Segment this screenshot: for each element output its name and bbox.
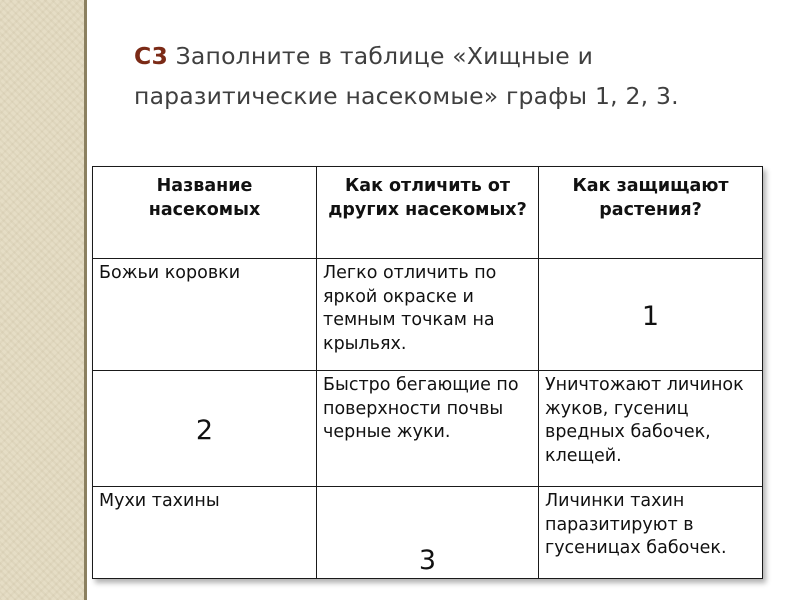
blank-cell-number: 1 <box>539 259 763 371</box>
header-how-to-distinguish: Как отличить от других насекомых? <box>317 167 539 259</box>
cell-insect-name: Божьи коровки <box>93 259 317 371</box>
insects-table <box>92 166 763 579</box>
cell-distinguish: Легко отличить по яркой окраске и темным точкам на крыльях. <box>317 259 539 371</box>
table-row <box>93 259 763 371</box>
task-instruction: Заполните в таблице «Хищные и паразитические насекомые» графы 1, 2, 3. <box>134 42 679 110</box>
blank-cell-number: 2 <box>93 371 317 487</box>
cell-distinguish: Быстро бегающие по поверхности почвы черные жуки. <box>317 371 539 487</box>
header-insect-name: Название насекомых <box>93 167 317 259</box>
table-row <box>93 487 763 579</box>
table-row <box>93 371 763 487</box>
blank-cell-number: 3 <box>317 487 539 579</box>
decorative-side-stripe <box>0 0 84 600</box>
slide-title <box>134 36 774 116</box>
cell-insect-name: Мухи тахины <box>93 487 317 579</box>
side-stripe-divider <box>84 0 87 600</box>
header-how-they-protect: Как защищают растения? <box>539 167 763 259</box>
table-header-row <box>93 167 763 259</box>
task-code: С3 <box>134 42 168 70</box>
cell-protection: Личинки тахин паразитируют в гусеницах бабочек. <box>539 487 763 579</box>
cell-protection: Уничтожают личинок жуков, гусениц вредных бабочек, клещей. <box>539 371 763 487</box>
